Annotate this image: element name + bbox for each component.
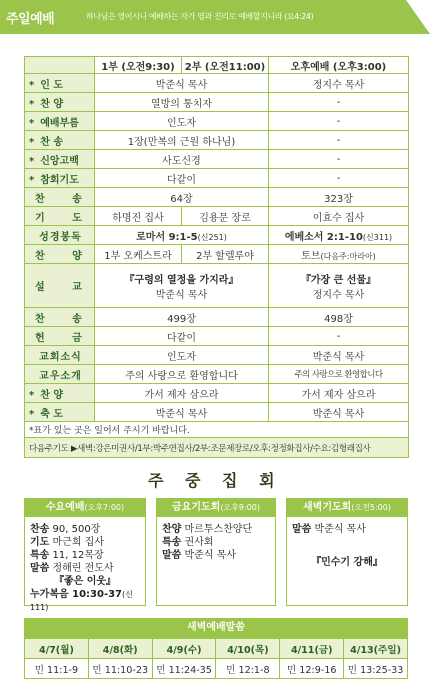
row-label: * 참회기도	[25, 169, 95, 188]
weekday-title: 주 중 집 회	[148, 471, 283, 490]
assign-row	[25, 438, 409, 458]
row-label: 기 도	[25, 207, 95, 226]
row-label: * 인 도	[25, 74, 95, 93]
next-week-prayer: 다음주기도 ▶새벽:강은미권사/1부:박주연집사/2부:조문제장로/오후:정정화집사/수요:김형래집사	[25, 438, 409, 458]
passage-cell: 민 12:1-8	[216, 659, 280, 679]
dawn-days-row	[25, 639, 408, 659]
row-label: * 찬 양	[25, 384, 95, 403]
table-row	[25, 188, 409, 207]
passage-cell: 민 11:1-9	[25, 659, 89, 679]
morning-cell: 박준식 목사	[95, 403, 269, 422]
table-corner-cell	[25, 57, 95, 74]
list-item: 찬송 90, 500장	[30, 524, 101, 535]
afternoon-cell: -	[269, 327, 409, 346]
morning-cell: 로마서 9:1-5(신251)	[95, 226, 269, 245]
afternoon-cell: 가서 제자 삼으라	[269, 384, 409, 403]
morning-cell: 64장	[95, 188, 269, 207]
afternoon-cell: 주의 사랑으로 환영합니다	[269, 365, 409, 384]
morning-cell: 인도자	[95, 112, 269, 131]
dawn-prayer-body	[287, 517, 407, 575]
service-order-table	[24, 56, 409, 458]
table-row	[25, 226, 409, 245]
dawn-prayer-box	[286, 498, 408, 606]
row-label: 찬 송	[25, 188, 95, 207]
table-row	[25, 384, 409, 403]
passage-cell: 민 12:9-16	[280, 659, 344, 679]
afternoon-cell: -	[269, 150, 409, 169]
column-afternoon-service: 오후예배 (오후3:00)	[269, 57, 409, 74]
table-row	[25, 150, 409, 169]
row-label: 찬 송	[25, 308, 95, 327]
afternoon-cell: -	[269, 131, 409, 150]
day-cell: 4/13(주일)	[344, 639, 408, 659]
list-item: 찬양 마르투스찬양단	[162, 524, 253, 535]
row-label: 헌 금	[25, 327, 95, 346]
wednesday-service-header: 수요예배(오후7:00)	[25, 499, 145, 517]
morning-cell: 주의 사랑으로 환영합니다	[95, 365, 269, 384]
morning-cell: 다같이	[95, 327, 269, 346]
friday-prayer-box	[156, 498, 276, 606]
dawn-schedule-table	[24, 638, 408, 679]
row-label: * 찬 양	[25, 93, 95, 112]
notes-row	[25, 422, 409, 438]
row-label: * 축 도	[25, 403, 95, 422]
morning-cell: 1장(만복의 근원 하나님)	[95, 131, 269, 150]
row-label: * 신앙고백	[25, 150, 95, 169]
day-cell: 4/11(금)	[280, 639, 344, 659]
wednesday-service-box	[24, 498, 146, 612]
afternoon-cell: 박준식 목사	[269, 403, 409, 422]
wednesday-sermon-title: 『좋은 이웃』	[53, 576, 117, 587]
table-row	[25, 207, 409, 226]
table-row	[25, 169, 409, 188]
afternoon-cell: -	[269, 169, 409, 188]
day-cell: 4/8(화)	[88, 639, 152, 659]
list-item: 말씀 박준식 목사	[162, 550, 236, 561]
morning-cell: 사도신경	[95, 150, 269, 169]
first-service-cell: 하명진 집사	[95, 207, 182, 226]
afternoon-sermon-cell: 『가장 큰 선물』 정지수 목사	[269, 264, 409, 308]
table-row	[25, 93, 409, 112]
wednesday-scripture: 누가복음 10:30-37(신111)	[30, 589, 133, 612]
table-row	[25, 346, 409, 365]
dawn-passages-row	[25, 659, 408, 679]
dawn-prayer-header: 새벽기도회(오전5:00)	[287, 499, 407, 517]
afternoon-cell: 498장	[269, 308, 409, 327]
dawn-schedule-title: 새벽예배말씀	[24, 618, 408, 638]
afternoon-cell: 에베소서 2:1-10(신311)	[269, 226, 409, 245]
passage-cell: 민 11:10-23	[88, 659, 152, 679]
list-item: 기도 마근희 집사	[30, 537, 104, 548]
day-cell: 4/7(월)	[25, 639, 89, 659]
row-label: 성경봉독	[25, 226, 95, 245]
afternoon-cell: 이효수 집사	[269, 207, 409, 226]
morning-cell: 열방의 통치자	[95, 93, 269, 112]
morning-sermon-cell: 『구령의 열정을 가지라』 박준식 목사	[95, 264, 269, 308]
day-cell: 4/10(목)	[216, 639, 280, 659]
afternoon-cell: -	[269, 112, 409, 131]
afternoon-cell: 정지수 목사	[269, 74, 409, 93]
dawn-sermon-title: 『민수기 강해』	[311, 557, 383, 568]
standing-note: *표가 있는 곳은 일어서 주시기 바랍니다.	[25, 422, 409, 438]
table-row	[25, 131, 409, 150]
table-row	[25, 403, 409, 422]
passage-cell: 민 11:24-35	[152, 659, 216, 679]
page-title: 주일예배	[6, 12, 55, 27]
table-row	[25, 308, 409, 327]
header-corner	[406, 0, 430, 34]
table-row	[25, 245, 409, 264]
morning-cell: 박준식 목사	[95, 74, 269, 93]
table-row	[25, 327, 409, 346]
afternoon-cell: -	[269, 93, 409, 112]
row-label: 찬 양	[25, 245, 95, 264]
second-service-cell: 2부 할렐루야	[182, 245, 269, 264]
afternoon-cell: 박준식 목사	[269, 346, 409, 365]
wednesday-service-body	[25, 517, 145, 620]
table-row-sermon	[25, 264, 409, 308]
header-bar	[0, 0, 430, 34]
day-cell: 4/9(수)	[152, 639, 216, 659]
list-item: 말씀 정해린 전도사	[30, 563, 114, 574]
afternoon-cell: 토브(다음주:마라아)	[269, 245, 409, 264]
dawn-schedule	[24, 618, 408, 679]
list-item: 특송 권사회	[162, 537, 214, 548]
row-label: * 찬 송	[25, 131, 95, 150]
header-verse: 하나님은 영이시니 예배하는 자가 영과 진리로 예배할지니라 (요4:24)	[86, 12, 314, 21]
morning-cell: 다같이	[95, 169, 269, 188]
row-label: * 예배부름	[25, 112, 95, 131]
list-item: 특송 11, 12목장	[30, 550, 104, 561]
list-item: 말씀 박준식 목사	[292, 524, 366, 535]
row-label: 교회소식	[25, 346, 95, 365]
second-service-cell: 김용문 장로	[182, 207, 269, 226]
column-second-service: 2부 (오전11:00)	[182, 57, 269, 74]
table-row	[25, 365, 409, 384]
friday-prayer-body	[157, 517, 275, 568]
column-first-service: 1부 (오전9:30)	[95, 57, 182, 74]
first-service-cell: 1부 오케스트라	[95, 245, 182, 264]
morning-cell: 499장	[95, 308, 269, 327]
friday-prayer-header: 금요기도회(오후9:00)	[157, 499, 275, 517]
morning-cell: 가서 제자 삼으라	[95, 384, 269, 403]
table-row	[25, 112, 409, 131]
row-label: 교우소개	[25, 365, 95, 384]
afternoon-cell: 323장	[269, 188, 409, 207]
passage-cell: 민 13:25-33	[344, 659, 408, 679]
table-header-row	[25, 57, 409, 74]
morning-cell: 인도자	[95, 346, 269, 365]
row-label: 설 교	[25, 264, 95, 308]
table-row	[25, 74, 409, 93]
